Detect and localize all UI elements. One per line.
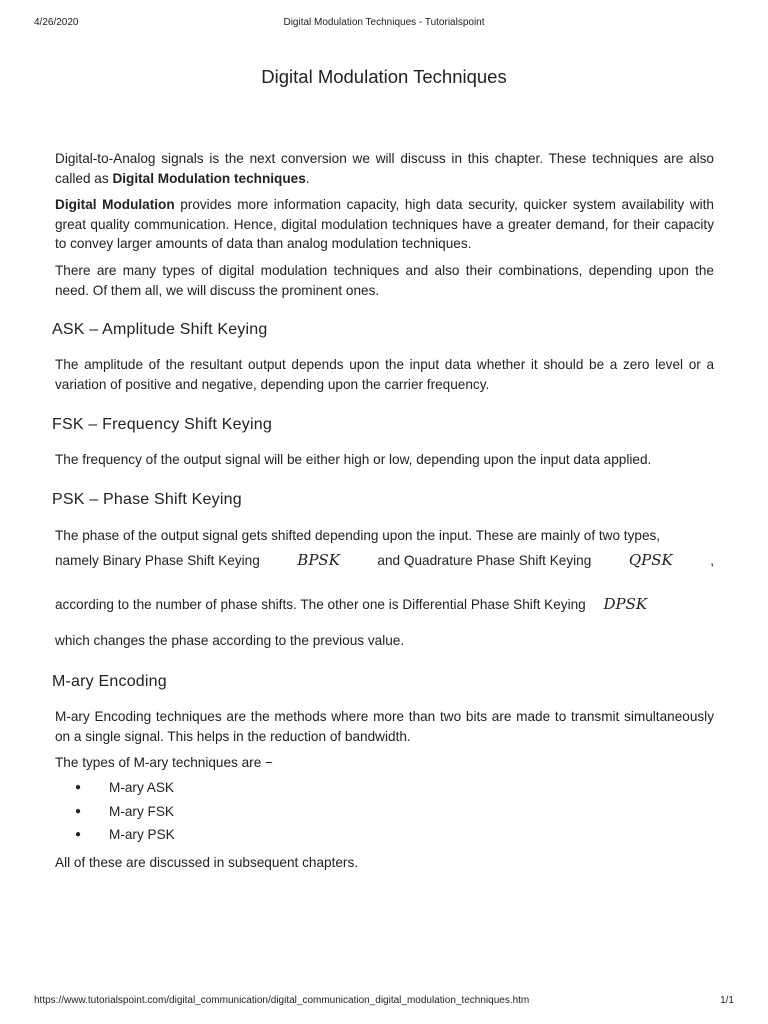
math-dpsk: DPSK — [603, 595, 648, 613]
ask-paragraph: The amplitude of the resultant output depends upon the input data whether it should be a zero level or a variation of positive and negative, depending upon the carrier frequency. — [55, 357, 714, 392]
intro-p2-bold: Digital Modulation — [55, 197, 175, 212]
print-date: 4/26/2020 — [34, 17, 79, 28]
fsk-heading: FSK – Frequency Shift Keying — [52, 416, 272, 433]
footer-page-number: 1/1 — [720, 995, 734, 1006]
print-header-title: Digital Modulation Techniques - Tutorialspoint — [283, 17, 485, 28]
bullet-icon: ● — [75, 782, 82, 793]
intro-paragraph-2 — [55, 195, 714, 254]
math-bpsk: BPSK — [297, 551, 340, 569]
intro-p1-end: . — [305, 170, 310, 186]
intro-paragraph-1 — [55, 149, 714, 188]
list-item — [55, 802, 175, 826]
mary-types-intro: The types of M-ary techniques are − — [55, 755, 273, 770]
intro-p1-text: Digital-to-Analog signals is the next conversion we will discuss in this chapter. These techniques are also called as — [55, 151, 714, 186]
math-qpsk: QPSK — [628, 551, 673, 569]
psk-line-3 — [55, 595, 714, 615]
mary-closing: All of these are discussed in subsequent chapters. — [55, 855, 359, 870]
fsk-paragraph: The frequency of the output signal will be either high or low, depending upon the input data applied. — [55, 452, 652, 467]
list-item-label: M-ary PSK — [109, 827, 175, 842]
mary-types-list — [55, 778, 175, 849]
psk-line-1: The phase of the output signal gets shifted depending upon the input. These are mainly of two types, — [55, 528, 661, 543]
psk-line2-c: , — [710, 553, 714, 568]
intro-p2-text: provides more information capacity, high data security, quicker system availability with great quality communication. Hence, digital modulation techniques have a greater demand, for their capacity to convey larger amounts of data than analog modulation techniques. — [55, 197, 714, 251]
psk-line2-a: namely Binary Phase Shift Keying — [55, 553, 260, 568]
mary-heading: M-ary Encoding — [52, 673, 167, 690]
psk-line3-text: according to the number of phase shifts. The other one is Differential Phase Shift Keying — [55, 597, 586, 612]
list-item-label: M-ary FSK — [109, 803, 174, 819]
footer-url: https://www.tutorialspoint.com/digital_communication/digital_communication_digital_modulation_techniques.htm — [34, 995, 530, 1006]
intro-paragraph-3: There are many types of digital modulation techniques and also their combinations, depending upon the need. Of them all, we will discuss the prominent ones. — [55, 263, 714, 298]
list-item — [55, 825, 175, 849]
bullet-icon: ● — [75, 829, 82, 840]
psk-line-4: which changes the phase according to the previous value. — [55, 633, 405, 648]
mary-paragraph: M-ary Encoding techniques are the methods where more than two bits are made to transmit simultaneously on a single signal. This helps in the reduction of bandwidth. — [55, 709, 714, 744]
bullet-icon: ● — [75, 805, 82, 817]
page-title: Digital Modulation Techniques — [261, 66, 507, 87]
intro-p1-bold: Digital Modulation techniques — [112, 170, 306, 186]
list-item — [55, 778, 175, 802]
psk-heading: PSK – Phase Shift Keying — [52, 491, 242, 508]
psk-line-2 — [55, 551, 714, 571]
ask-heading: ASK – Amplitude Shift Keying — [52, 321, 268, 338]
psk-line2-b: and Quadrature Phase Shift Keying — [377, 553, 592, 568]
list-item-label: M-ary ASK — [109, 780, 174, 795]
